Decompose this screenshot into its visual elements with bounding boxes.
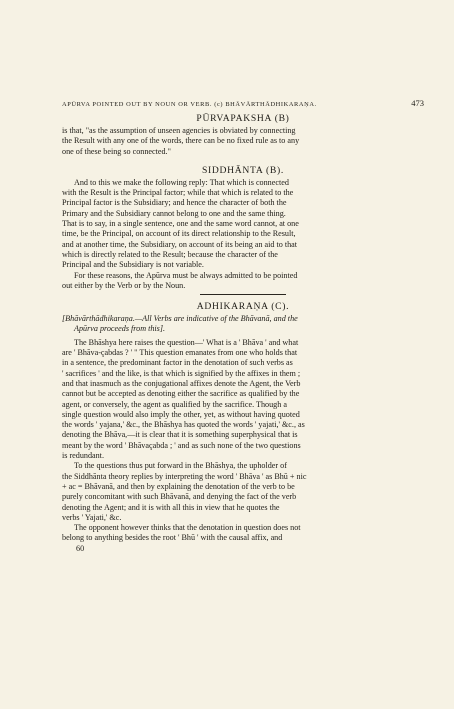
text-line: are ' Bhāva-çabdas ? ' " This question emanates from one who holds that — [62, 348, 298, 358]
text-line: The Bhāshya here raises the question—' What is a ' Bhāva ' and what — [74, 337, 299, 347]
text-line: single question would also imply the other, yet, as without having quoted — [62, 409, 300, 419]
text-line: ' sacrifices ' and the like, is that which is signified by the affixes in them ; — [62, 368, 301, 378]
text-line: the Result with any one of the words, there can be no fixed rule as to any — [62, 136, 300, 146]
text-line: [Bhāvārthādhikaraṇa.—All Verbs are indicative of the Bhāvanā, and the — [62, 314, 298, 324]
text-line: Principal factor is the Subsidiary; and hence the character of both the — [62, 198, 287, 208]
text-line: agent, or conversely, the agent as qualified by the sacrifice. Though a — [62, 399, 287, 409]
text-line: with the Result is the Principal factor; while that which is related to the — [62, 188, 294, 198]
text-line: Apūrva proceeds from this]. — [74, 324, 166, 334]
text-line: The opponent however thinks that the denotation in question does not — [74, 523, 301, 533]
text-line: the words ' yajana,' &c., the Bhāshya has quoted the words ' yajati,' &c., as — [62, 420, 305, 430]
running-head — [62, 98, 424, 108]
section-heading-siddhanta: SIDDHĀNTA (B). — [201, 164, 285, 176]
text-line: out either by the Verb or by the Noun. — [62, 280, 186, 290]
section-heading-purvapaksha: PŪRVAPAKSHA (B) — [196, 113, 290, 124]
text-line: To the questions thus put forward in the Bhāshya, the upholder of — [74, 461, 287, 471]
text-line: cannot but be accepted as denoting either the sacrifice as qualified by the — [62, 389, 300, 399]
purvapaksha-paragraph — [62, 126, 424, 157]
text-line: meant by the word ' Bhāvaçabda ; ' and as such none of the two questions — [62, 440, 301, 450]
text-line: in a sentence, the predominant factor in the denotation of such verbs as — [62, 358, 293, 368]
text-line: the Siddhānta theory replies by interpreting the word ' Bhāva ' as Bhū + nic — [62, 471, 307, 481]
text-line: And to this we make the following reply: That which is connected — [74, 177, 289, 187]
text-line: denoting the Agent; and it is with all this in view that he quotes the — [62, 502, 280, 512]
text-line: is that, "as the assumption of unseen agencies is obviated by connecting — [62, 126, 296, 135]
adhikarana-intro — [62, 314, 424, 335]
signature-mark: 60 — [76, 543, 85, 553]
page-number: 473 — [411, 98, 424, 108]
siddhanta-paragraph-2 — [62, 271, 424, 292]
text-line: one of these being so connected." — [62, 146, 171, 156]
text-line: purely concomitant with such Bhāvanā, and denying the fact of the verb — [62, 492, 297, 502]
adhikarana-paragraph-1 — [62, 338, 424, 462]
adhikarana-paragraph-3 — [62, 523, 424, 544]
text-line: denoting the Bhāva,—it is clear that it is something superphysical that is — [62, 430, 298, 440]
text-line: is redundant. — [62, 451, 104, 461]
text-line: + ac = Bhāvanā, and then by explaining the denotation of the verb to be — [62, 481, 295, 491]
text-line: Principal and the Subsidiary is not variable. — [62, 260, 204, 270]
text-line: Primary and the Subsidiary cannot belong to one and the same thing. — [62, 208, 286, 218]
running-head-title: APŪRVA POINTED OUT BY NOUN OR VERB. (c) BHĀVĀRTHĀDHIKARAṆA. — [62, 101, 317, 108]
text-line: which is directly related to the Result; because the character of the — [62, 249, 278, 259]
adhikarana-paragraph-2 — [62, 461, 424, 523]
text-line: That is to say, in a single sentence, one and the same word cannot, at one — [62, 219, 299, 229]
text-line: and that inasmuch as the conjugational affixes denote the Agent, the Verb — [62, 378, 301, 388]
text-line: verbs ' Yajati,' &c. — [62, 512, 122, 522]
siddhanta-paragraph-1 — [62, 178, 424, 271]
text-line: and at another time, the Subsidiary, on account of its being an aid to that — [62, 239, 298, 249]
text-line: For these reasons, the Apūrva must be always admitted to be pointed — [74, 270, 298, 280]
text-line: belong to anything besides the root ' Bhū ' with the causal affix, and — [62, 533, 283, 543]
section-divider — [200, 294, 286, 295]
text-line: time, be the Principal, on account of its direct relationship to the Result, — [62, 229, 296, 239]
section-heading-adhikarana: ADHIKARAṆA (C). — [196, 301, 290, 313]
